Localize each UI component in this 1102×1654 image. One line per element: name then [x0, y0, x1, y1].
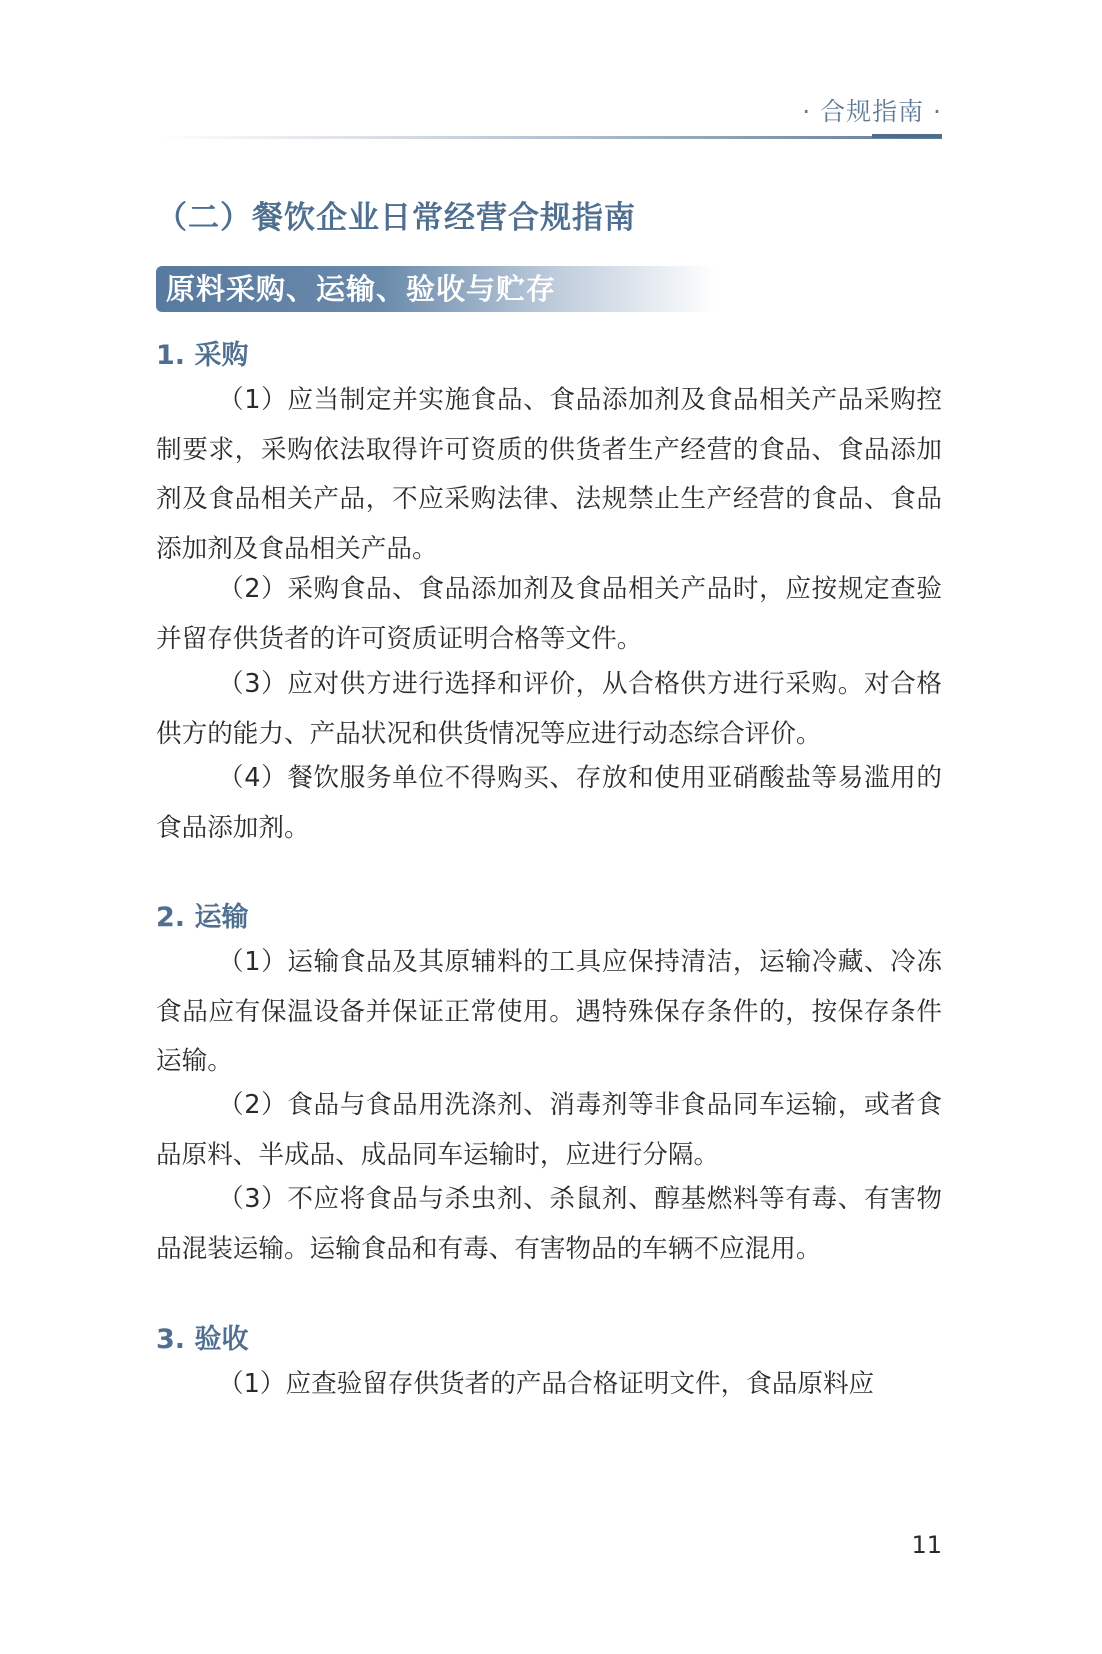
paragraph: （4）餐饮服务单位不得购买、存放和使用亚硝酸盐等易滥用的食品添加剂。	[156, 763, 942, 843]
page-number: 11	[911, 1531, 942, 1559]
paragraph: （1）运输食品及其原辅料的工具应保持清洁，运输冷藏、冷冻食品应有保温设备并保证正常使用。遇特殊保存条件的，按保存条件运输。	[156, 947, 942, 1076]
paragraph: （2）食品与食品用洗涤剂、消毒剂等非食品同车运输，或者食品原料、半成品、成品同车运输时，应进行分隔。	[156, 1090, 942, 1170]
section-banner	[156, 266, 716, 312]
paragraph: （2）采购食品、食品添加剂及食品相关产品时，应按规定查验并留存供货者的许可资质证明合格等文件。	[156, 574, 942, 654]
running-header: · 合规指南 ·	[802, 97, 942, 126]
paragraph: （1）应当制定并实施食品、食品添加剂及食品相关产品采购控制要求，采购依法取得许可资质的供货者生产经营的食品、食品添加剂及食品相关产品，不应采购法律、法规禁止生产经营的食品、食品添加剂及食品相关产品。	[156, 385, 942, 564]
subsection-heading-purchase: 1. 采购	[156, 340, 249, 371]
subsection-heading-acceptance: 3. 验收	[156, 1324, 249, 1355]
paragraph: （3）应对供方进行选择和评价，从合格供方进行采购。对合格供方的能力、产品状况和供货情况等应进行动态综合评价。	[156, 669, 942, 749]
header-rule	[156, 136, 942, 139]
paragraph: （3）不应将食品与杀虫剂、杀鼠剂、醇基燃料等有毒、有害物品混装运输。运输食品和有毒、有害物品的车辆不应混用。	[156, 1184, 942, 1264]
subsection-heading-transport: 2. 运输	[156, 902, 249, 933]
section-title: （二）餐饮企业日常经营合规指南	[156, 200, 636, 236]
header-rule-accent	[872, 134, 942, 138]
banner-text: 原料采购、运输、验收与贮存	[166, 272, 557, 306]
paragraph: （1）应查验留存供货者的产品合格证明文件，食品原料应	[218, 1369, 875, 1399]
